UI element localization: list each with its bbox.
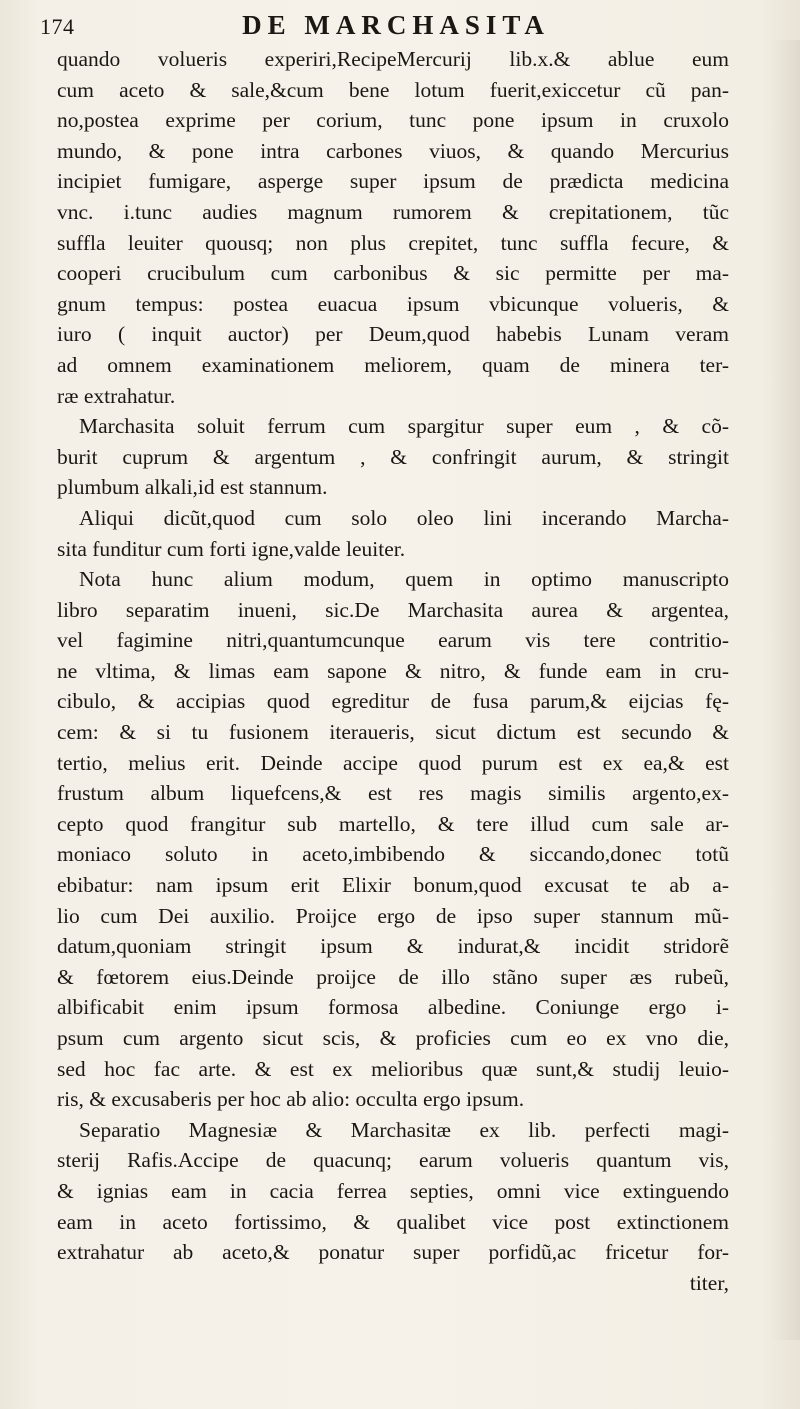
text-line: iuro ( inquit auctor) per Deum,quod habebis Lunam veram [57, 322, 729, 347]
text-line: mundo, & pone intra carbones viuos, & quando Mercurius [57, 138, 729, 163]
text-line: quando volueris experiri,RecipeMercurij lib.x.& ablue eum [57, 47, 729, 71]
running-title: DE MARCHASITA [242, 10, 550, 40]
text-line: sterij Rafis.Accipe de quacunq; earum volueris quantum vis, [57, 1148, 729, 1173]
page-header [40, 10, 752, 44]
text-line: ad omnem examinationem meliorem, quam de minera ter- [57, 352, 729, 377]
text-line: libro separatim inueni, sic.De Marchasita aurea & argentea, [57, 597, 729, 622]
text-line: vnc. i.tunc audies magnum rumorem & crepitationem, tũc [57, 199, 729, 224]
text-line: moniaco soluto in aceto,imbibendo & siccando,donec totũ [57, 842, 729, 867]
text-line: ræ extrahatur. [57, 383, 176, 408]
text-line: Aliqui dicũt,quod cum solo oleo lini incerando Marcha- [79, 505, 729, 530]
text-line: ebibatur: nam ipsum erit Elixir bonum,quod excusat te ab a- [57, 873, 729, 898]
text-line: gnum tempus: postea euacua ipsum vbicunque volueris, & [57, 291, 729, 316]
text-line: no,postea exprime per corium, tunc pone ipsum in cruxolo [57, 108, 729, 133]
text-line: datum,quoniam stringit ipsum & indurat,& incidit stridorẽ [57, 934, 729, 959]
text-line: sita funditur cum forti igne,valde leuiter. [57, 536, 406, 561]
text-line: ne vltima, & limas eam sapone & nitro, & funde eam in cru- [57, 658, 729, 683]
text-line: frustum album liquefcens,& est res magis similis argento,ex- [57, 781, 729, 806]
text-line: suffla leuiter quousq; non plus crepitet, tunc suffla fecure, & [57, 230, 729, 255]
text-line: psum cum argento sicut scis, & proficies cum eo ex vno die, [57, 1026, 729, 1050]
text-line: eam in aceto fortissimo, & qualibet vice post extinctionem [57, 1209, 729, 1234]
text-line: cibulo, & accipias quod egreditur de fusa parum,& eijcias fę- [57, 689, 729, 714]
text-line: vel fagimine nitri,quantumcunque earum vis tere contritio- [57, 628, 729, 653]
text-line: extrahatur ab aceto,& ponatur super porfidũ,ac fricetur for- [57, 1240, 729, 1265]
page-edge-shadow [770, 40, 800, 1340]
text-line: lio cum Dei auxilio. Proijce ergo de ipso super stannum mũ- [57, 903, 729, 928]
text-line: cepto quod frangitur sub martello, & tere illud cum sale ar- [57, 811, 729, 836]
text-line: ris, & excusaberis per hoc ab alio: occulta ergo ipsum. [57, 1087, 525, 1112]
text-line: Marchasita soluit ferrum cum spargitur super eum , & cõ- [79, 414, 729, 439]
text-line: albificabit enim ipsum formosa albedine. Coniunge ergo i- [57, 995, 729, 1020]
text-line: plumbum alkali,id est stannum. [57, 475, 328, 500]
text-line: burit cuprum & argentum , & confringit aurum, & stringit [57, 444, 729, 469]
body-text [57, 44, 729, 1298]
text-line: cem: & si tu fusionem iteraueris, sicut dictum est secundo & [57, 720, 729, 745]
text-line: cooperi crucibulum cum carbonibus & sic permitte per ma- [57, 261, 729, 286]
text-line: incipiet fumigare, asperge super ipsum de prædicta medicina [57, 169, 729, 194]
text-line: Nota hunc alium modum, quem in optimo manuscripto [79, 567, 729, 592]
text-line: Separatio Magnesiæ & Marchasitæ ex lib. perfecti magi- [79, 1117, 729, 1142]
page-number: 174 [40, 14, 75, 39]
text-line: & fœtorem eius.Deinde proijce de illo stãno super æs rubeũ, [57, 964, 729, 989]
text-line: titer, [689, 1270, 729, 1295]
text-line: sed hoc fac arte. & est ex melioribus quæ sunt,& studij leuio- [57, 1056, 729, 1081]
text-line: cum aceto & sale,&cum bene lotum fuerit,exiccetur cũ pan- [57, 77, 729, 102]
text-line: & ignias eam in cacia ferrea septies, omni vice extinguendo [57, 1178, 729, 1203]
text-line: tertio, melius erit. Deinde accipe quod purum est ex ea,& est [57, 750, 729, 775]
